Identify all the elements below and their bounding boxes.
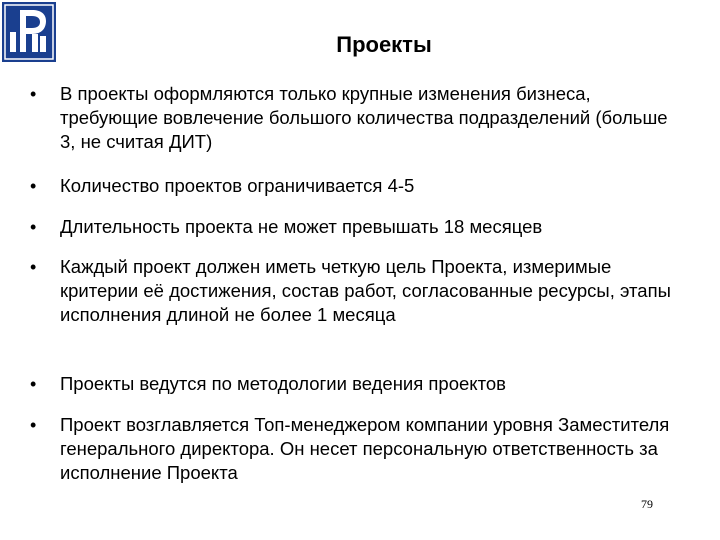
- page-number: 79: [641, 497, 653, 511]
- bullet-text: В проекты оформляются только крупные изменения бизнеса, требующие вовлечение большого количества подразделений (больше 3, не считая ДИТ): [60, 83, 668, 152]
- bullet-marker: •: [30, 176, 37, 196]
- bullet-item: [30, 413, 680, 485]
- bullet-text: Проект возглавляется Топ-менеджером компании уровня Заместителя генерального директора. Он несет персональную ответственность за исполнение Проекта: [60, 414, 670, 483]
- bullet-item: [30, 174, 680, 198]
- bullet-item: [30, 215, 680, 239]
- bullet-marker: •: [30, 84, 37, 104]
- bullet-marker: •: [30, 257, 37, 277]
- bullet-marker: •: [30, 374, 37, 394]
- bullet-item: [30, 372, 680, 396]
- bullet-marker: •: [30, 415, 37, 435]
- bullet-item: [30, 255, 680, 327]
- slide-title: Проекты: [336, 32, 432, 57]
- bullet-text: Количество проектов ограничивается 4-5: [60, 175, 415, 196]
- bullet-marker: •: [30, 217, 37, 237]
- bullet-item: [30, 82, 680, 154]
- bullet-text: Каждый проект должен иметь четкую цель Проекта, измеримые критерии её достижения, состав работ, согласованные ресурсы, этапы исполнения длиной не более 1 месяца: [60, 256, 671, 325]
- bullet-text: Проекты ведутся по методологии ведения проектов: [60, 373, 506, 394]
- bullet-text: Длительность проекта не может превышать 18 месяцев: [60, 216, 543, 237]
